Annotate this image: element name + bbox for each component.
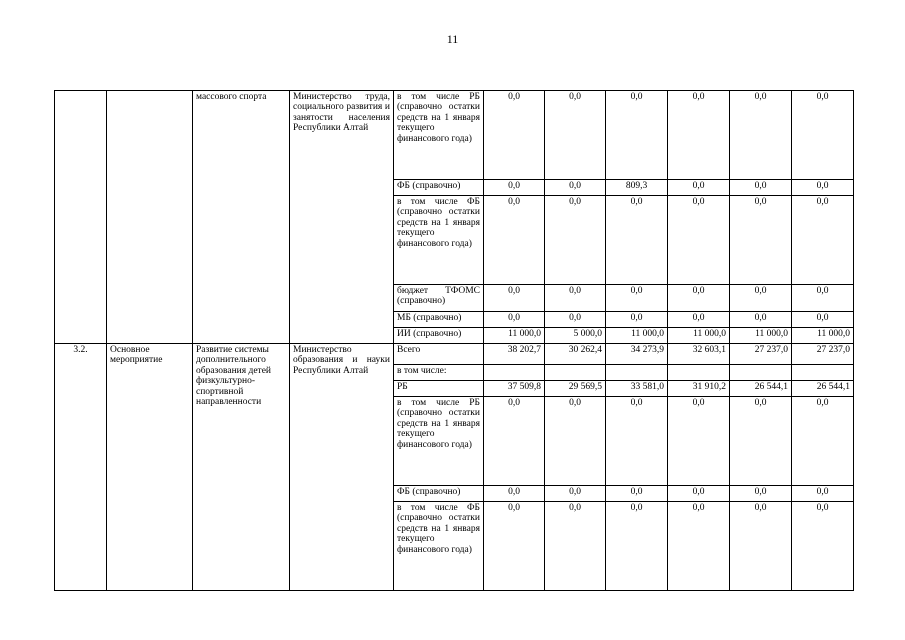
value-cell: 809,3 <box>606 180 668 196</box>
source-cell: МБ (справочно) <box>394 312 484 328</box>
value-cell: 0,0 <box>730 196 792 285</box>
value-cell: 0,0 <box>668 502 730 591</box>
executor-cell: Министерство образования и науки Республики Алтай <box>290 344 394 591</box>
value-cell: 0,0 <box>484 180 545 196</box>
value-cell: 0,0 <box>730 180 792 196</box>
value-cell <box>545 365 606 381</box>
value-cell: 0,0 <box>792 486 854 502</box>
value-cell: 0,0 <box>545 285 606 312</box>
value-cell: 0,0 <box>668 397 730 486</box>
value-cell: 11 000,0 <box>484 328 545 344</box>
value-cell: 26 544,1 <box>792 381 854 397</box>
source-cell: ФБ (справочно) <box>394 180 484 196</box>
value-cell: 0,0 <box>606 285 668 312</box>
source-cell: в том числе: <box>394 365 484 381</box>
event-name-cell: массового спорта <box>193 91 290 344</box>
value-cell: 0,0 <box>730 486 792 502</box>
value-cell: 0,0 <box>730 312 792 328</box>
type-cell <box>107 91 193 344</box>
value-cell: 0,0 <box>545 196 606 285</box>
index-cell <box>55 91 107 344</box>
index-cell: 3.2. <box>55 344 107 591</box>
value-cell: 34 273,9 <box>606 344 668 365</box>
value-cell: 0,0 <box>484 91 545 180</box>
source-cell: Всего <box>394 344 484 365</box>
value-cell: 0,0 <box>484 502 545 591</box>
value-cell: 0,0 <box>545 91 606 180</box>
table-row <box>55 344 854 365</box>
source-cell: в том числе ФБ (справочно остатки средств на 1 января текущего финансового года) <box>394 196 484 285</box>
value-cell: 0,0 <box>792 196 854 285</box>
value-cell: 0,0 <box>668 285 730 312</box>
value-cell: 11 000,0 <box>792 328 854 344</box>
value-cell: 0,0 <box>730 285 792 312</box>
value-cell: 0,0 <box>606 91 668 180</box>
value-cell: 0,0 <box>730 91 792 180</box>
value-cell: 0,0 <box>668 180 730 196</box>
type-cell: Основное мероприятие <box>107 344 193 591</box>
source-cell: РБ <box>394 381 484 397</box>
value-cell: 0,0 <box>545 397 606 486</box>
value-cell: 0,0 <box>730 397 792 486</box>
value-cell: 27 237,0 <box>730 344 792 365</box>
value-cell: 33 581,0 <box>606 381 668 397</box>
value-cell: 26 544,1 <box>730 381 792 397</box>
value-cell <box>668 365 730 381</box>
source-cell: в том числе РБ (справочно остатки средств на 1 января текущего финансового года) <box>394 397 484 486</box>
page-number: 11 <box>446 32 459 46</box>
value-cell <box>606 365 668 381</box>
value-cell: 0,0 <box>484 312 545 328</box>
value-cell: 29 569,5 <box>545 381 606 397</box>
value-cell: 0,0 <box>606 397 668 486</box>
value-cell: 0,0 <box>668 91 730 180</box>
value-cell: 37 509,8 <box>484 381 545 397</box>
value-cell <box>484 365 545 381</box>
value-cell: 30 262,4 <box>545 344 606 365</box>
value-cell: 0,0 <box>668 196 730 285</box>
value-cell: 0,0 <box>545 312 606 328</box>
value-cell <box>730 365 792 381</box>
value-cell: 0,0 <box>606 502 668 591</box>
value-cell: 11 000,0 <box>606 328 668 344</box>
value-cell: 0,0 <box>792 397 854 486</box>
table-row <box>55 91 854 180</box>
value-cell: 0,0 <box>792 91 854 180</box>
value-cell: 0,0 <box>484 285 545 312</box>
value-cell: 0,0 <box>668 312 730 328</box>
source-cell: в том числе ФБ (справочно остатки средств на 1 января текущего финансового года) <box>394 502 484 591</box>
value-cell: 0,0 <box>792 312 854 328</box>
value-cell: 0,0 <box>545 180 606 196</box>
value-cell: 0,0 <box>484 397 545 486</box>
value-cell: 11 000,0 <box>668 328 730 344</box>
value-cell: 0,0 <box>484 486 545 502</box>
value-cell: 31 910,2 <box>668 381 730 397</box>
value-cell: 27 237,0 <box>792 344 854 365</box>
value-cell: 5 000,0 <box>545 328 606 344</box>
executor-cell: Министерство труда, социального развития и занятости населения Республики Алтай <box>290 91 394 344</box>
source-cell: ИИ (справочно) <box>394 328 484 344</box>
value-cell: 0,0 <box>545 486 606 502</box>
value-cell: 0,0 <box>606 196 668 285</box>
value-cell: 0,0 <box>606 312 668 328</box>
value-cell: 0,0 <box>668 486 730 502</box>
source-cell: ФБ (справочно) <box>394 486 484 502</box>
value-cell: 0,0 <box>484 196 545 285</box>
value-cell: 38 202,7 <box>484 344 545 365</box>
value-cell: 0,0 <box>606 486 668 502</box>
source-cell: в том числе РБ (справочно остатки средств на 1 января текущего финансового года) <box>394 91 484 180</box>
value-cell: 0,0 <box>792 180 854 196</box>
value-cell: 0,0 <box>545 502 606 591</box>
value-cell: 0,0 <box>730 502 792 591</box>
value-cell: 0,0 <box>792 285 854 312</box>
value-cell: 32 603,1 <box>668 344 730 365</box>
value-cell <box>792 365 854 381</box>
value-cell: 11 000,0 <box>730 328 792 344</box>
budget-table <box>54 90 854 591</box>
source-cell: бюджет ТФОМС (справочно) <box>394 285 484 312</box>
event-name-cell: Развитие системы дополнительного образования детей физкультурно-спортивной направленности <box>193 344 290 591</box>
value-cell: 0,0 <box>792 502 854 591</box>
